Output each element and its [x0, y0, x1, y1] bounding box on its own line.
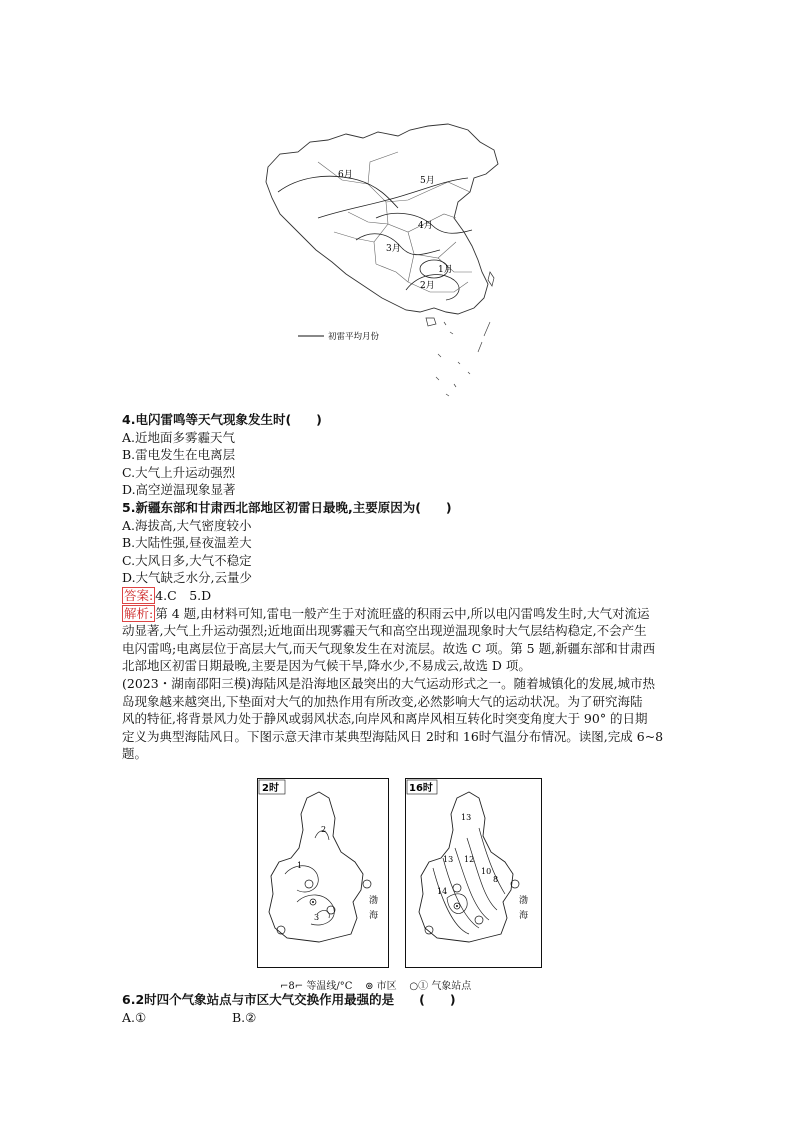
svg-text:12: 12: [464, 855, 475, 864]
panel-2h-frame: [258, 779, 389, 968]
q6-option-a: A.①: [122, 1009, 147, 1025]
svg-text:14: 14: [437, 887, 448, 896]
analysis-line-2: 动显著,大气上升运动强烈;近地面出现雾霾天气和高空出现逆温现象时大气层结构稳定,不会产生: [122, 623, 647, 639]
panel-2h-title: 2时: [262, 783, 279, 794]
station-legend-label: 气象站点: [431, 981, 472, 992]
station-1-2h: [305, 880, 313, 888]
china-first-thunder-map: [258, 122, 520, 402]
q4-stem: 4.电闪雷鸣等天气现象发生时( ): [122, 412, 322, 427]
passage-line-3: 风的特征,将背景风力处于静风或弱风状态,向岸风和离岸风相互转化时突变角度大于 90° 的日期: [122, 711, 648, 727]
svg-text:13: 13: [461, 813, 472, 822]
isoline-6: [278, 176, 398, 208]
panel-16h-frame: [406, 779, 542, 968]
analysis-label: 解析:: [124, 605, 154, 621]
sea-label-16h: 渤: [519, 896, 529, 906]
passage-line-1: (2023・湖南邵阳三模)海陆风是沿海地区最突出的大气运动形式之一。随着城镇化的发展,城市热: [122, 675, 656, 691]
label-2-month: 2月: [420, 281, 435, 291]
tianjin-temperature-maps: [257, 778, 542, 968]
svg-text:3: 3: [314, 913, 320, 922]
analysis-line-4: 北部地区初雷日期最晚,主要是因为气候干旱,降水少,不易成云,故选 D 项。: [122, 658, 531, 674]
label-5-month: 5月: [420, 176, 435, 186]
tianjin-legend: [280, 977, 471, 992]
answer-label: 答案:: [124, 587, 154, 603]
question-block-6: [122, 991, 694, 1026]
taiwan: [488, 272, 494, 286]
station-3-16h: [425, 926, 433, 934]
q4-option-d: D.高空逆温现象显著: [122, 482, 236, 498]
isotherm-legend-symbol: ⌐8⌐: [280, 981, 304, 992]
q5-option-a: A.海拔高,大气密度较小: [122, 517, 252, 533]
question-block-4-5: [122, 411, 694, 763]
station-1-16h: [453, 884, 461, 892]
q6-options: [122, 1009, 694, 1027]
q6-stem: 6.2时四个气象站点与市区大气交换作用最强的是 ( ): [122, 992, 456, 1007]
passage-line-2: 岛现象越来越突出,下垫面对大气的加热作用有所改变,必然影响大气的运动状况。为了研究海陆: [122, 693, 643, 709]
label-3-month: 3月: [386, 244, 401, 254]
isotherm-legend-label: 等温线/°C: [306, 981, 353, 992]
panel-16h-title: 16时: [409, 783, 433, 794]
station-legend-symbol: ○①: [409, 981, 429, 992]
legend-text: 初雷平均月份: [328, 332, 380, 342]
label-6-month: 6月: [338, 170, 353, 180]
south-sea-islands: [436, 322, 490, 396]
analysis-line-3: 电闪雷鸣;电离层位于高层大气,而天气现象发生在对流层。故选 C 项。第 5 题,新疆东部和甘肃西: [122, 640, 656, 656]
isoline-5: [318, 178, 468, 218]
station-4-2h: [327, 906, 335, 914]
sea-label-2h: 渤: [369, 896, 379, 906]
q6-option-b: B.②: [232, 1009, 257, 1025]
passage-line-4: 定义为典型海陆风日。下图示意天津市某典型海陆风日 2时和 16时气温分布情况。读图,完成 6~8: [122, 728, 664, 744]
hainan: [426, 318, 436, 326]
svg-text:海: 海: [519, 911, 529, 921]
svg-text:13: 13: [443, 855, 454, 864]
city-legend-label: 市区: [376, 981, 397, 992]
q4-option-c: C.大气上升运动强烈: [122, 464, 236, 480]
label-4-month: 4月: [418, 221, 433, 231]
q5-option-b: B.大陆性强,昼夜温差大: [122, 535, 252, 551]
answer-line: [122, 587, 694, 605]
label-1-month: 1月: [438, 265, 453, 275]
svg-text:海: 海: [369, 911, 379, 921]
svg-text:2: 2: [321, 825, 327, 834]
svg-text:10: 10: [481, 867, 492, 876]
analysis-line-1: 解析: 第 4 题,由材料可知,雷电一般产生于对流旺盛的积雨云中,所以电闪雷鸣发生时,大气对流运: [124, 605, 650, 621]
station-2-2h: [363, 880, 371, 888]
answer-text: 4.C 5.D: [155, 587, 212, 603]
svg-text:1: 1: [297, 861, 303, 870]
q5-stem: 5.新疆东部和甘肃西北部地区初雷日最晚,主要原因为( ): [122, 499, 452, 515]
svg-text:8: 8: [493, 875, 499, 884]
passage-line-5: 题。: [122, 746, 148, 762]
q5-option-c: C.大风日多,大气不稳定: [122, 552, 252, 568]
q5-option-d: D.大气缺乏水分,云量少: [122, 570, 253, 586]
city-legend-symbol: ⊚: [365, 981, 374, 992]
q4-option-a: A.近地面多雾霾天气: [122, 429, 236, 445]
station-4-16h: [475, 916, 483, 924]
q4-option-b: B.雷电发生在电离层: [122, 447, 236, 463]
